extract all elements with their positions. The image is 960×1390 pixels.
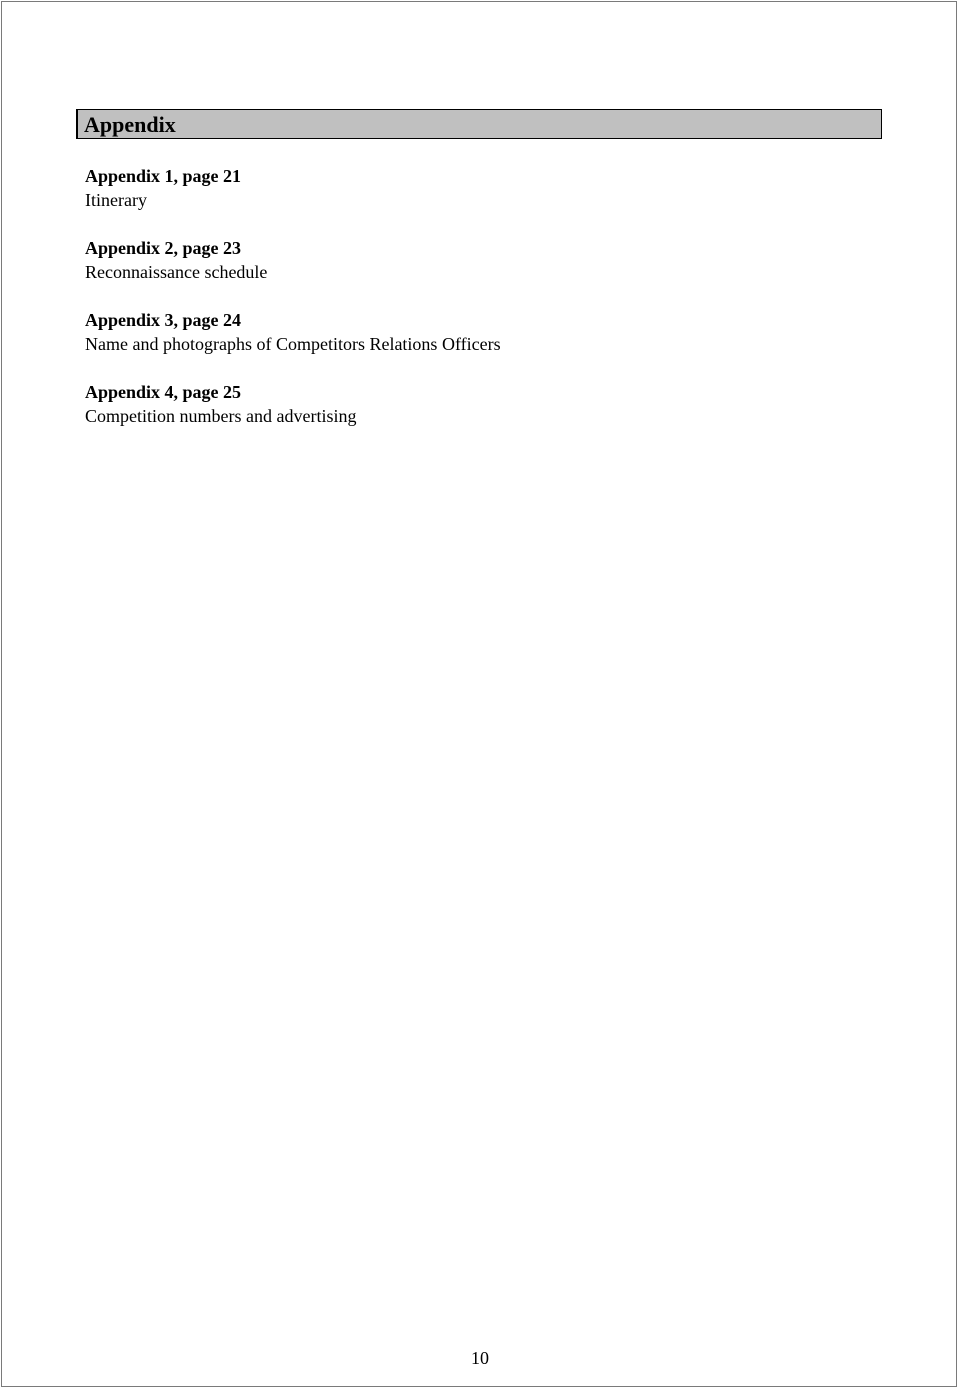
page-number: 10: [471, 1348, 489, 1368]
appendix-description: Competition numbers and advertising: [85, 406, 357, 426]
section-title: Appendix: [84, 112, 176, 137]
appendix-reference: Appendix 2, page 23: [85, 238, 242, 258]
appendix-list: [85, 164, 885, 452]
appendix-reference: Appendix 4, page 25: [85, 382, 242, 402]
document-page: [1, 1, 957, 1387]
appendix-description: Itinerary: [85, 190, 147, 210]
appendix-entry-1: [85, 164, 885, 212]
appendix-entry-4: [85, 380, 885, 428]
appendix-reference: Appendix 3, page 24: [85, 310, 242, 330]
appendix-reference: Appendix 1, page 21: [85, 166, 242, 186]
appendix-description: Reconnaissance schedule: [85, 262, 268, 282]
appendix-entry-2: [85, 236, 885, 284]
appendix-description: Name and photographs of Competitors Relations Officers: [85, 334, 501, 354]
section-heading-bar: [76, 109, 882, 139]
appendix-entry-3: [85, 308, 885, 356]
